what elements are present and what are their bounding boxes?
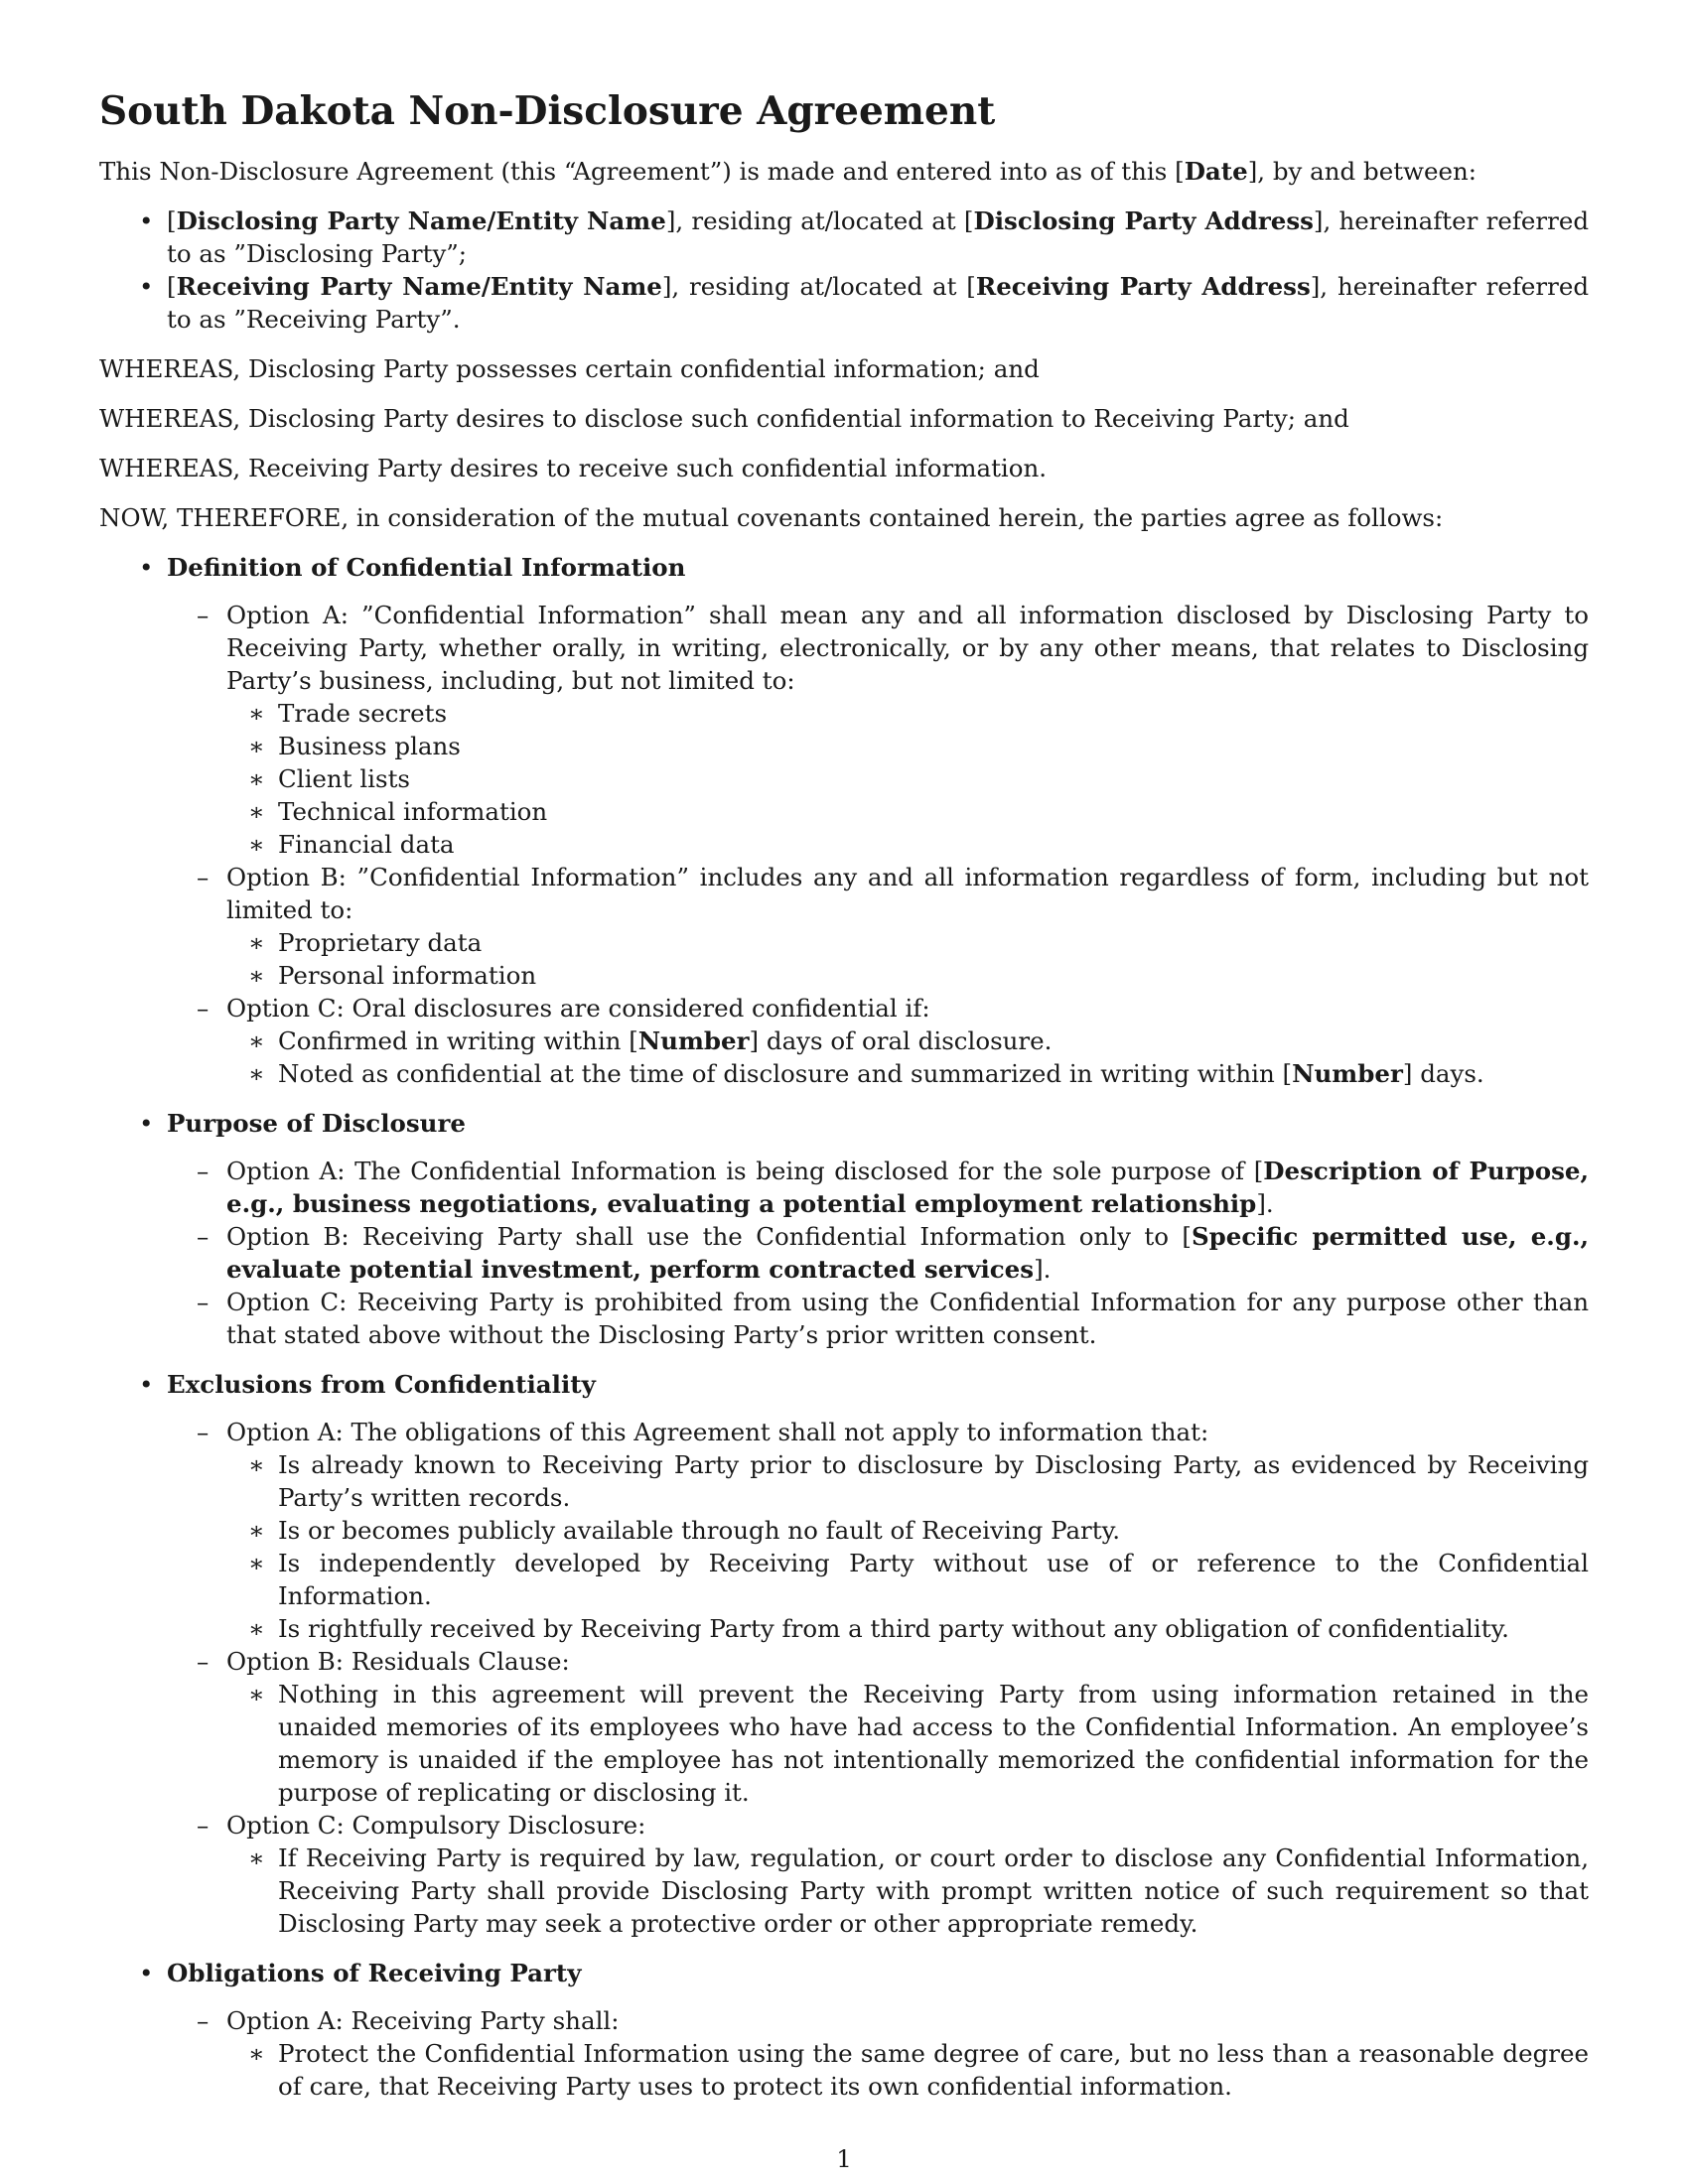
list-item: ∗ Is already known to Receiving Party prior to disclosure by Disclosing Party, as evidenced by Receiving Party’s written records. — [278, 1448, 1589, 1514]
list-item: ∗ Client lists — [278, 762, 1589, 795]
list-item: ∗ Proprietary data — [278, 926, 1589, 959]
option-b: – Option B: Residuals Clause: ∗ Nothing in this agreement will prevent the Receiving Party from using information retained in the unaided memories of its employees who have had access to the Confidential Information. An employee’s memory is unaided if the employee has not intentionally memorized the confidential information for the purpose of replicating or disclosing it. — [226, 1645, 1589, 1809]
list-item: ∗ Is independently developed by Receiving Party without use of or reference to the Confidential Information. — [278, 1547, 1589, 1612]
section-definition — [167, 551, 1589, 1090]
section-exclusions — [167, 1368, 1589, 1940]
section-title: • Purpose of Disclosure — [167, 1109, 466, 1138]
section-title: • Obligations of Receiving Party — [167, 1959, 582, 1987]
list-item: ∗ If Receiving Party is required by law, regulation, or court order to disclose any Confidential Information, Receiving Party shall provide Disclosing Party with prompt written notice of such requirement so that Disclosing Party may seek a protective order or other appropriate remedy. — [278, 1842, 1589, 1940]
option-c: – Option C: Receiving Party is prohibited from using the Confidential Information for any purpose other than that stated above without the Disclosing Party’s prior written consent. — [226, 1286, 1589, 1351]
document-page — [99, 87, 1589, 2119]
list-item: ∗ Is or becomes publicly available through no fault of Receiving Party. — [278, 1514, 1589, 1547]
date-placeholder: Date — [1184, 157, 1248, 186]
recital-now-therefore: NOW, THEREFORE, in consideration of the mutual covenants contained herein, the parties agree as follows: — [99, 503, 1444, 532]
list-item: ∗ Business plans — [278, 730, 1589, 762]
document-title: South Dakota Non-Disclosure Agreement — [99, 88, 996, 134]
option-a: – Option A: Receiving Party shall: ∗ Protect the Confidential Information using the same degree of care, but no less than a reasonable degree of care, that Receiving Party uses to protect its own confidential information. — [226, 2004, 1589, 2103]
option-b: – Option B: ”Confidential Information” includes any and all information regardless of form, including but not limited to: ∗ Proprietary data ∗ Personal information — [226, 861, 1589, 992]
recital-1: WHEREAS, Disclosing Party possesses certain confidential information; and — [99, 354, 1040, 383]
option-c: – Option C: Oral disclosures are considered confidential if: ∗ Confirmed in writing within [Number] days of oral disclosure. ∗ Noted as confidential at the time of disclosure and summarized in writing within [Number] days. — [226, 992, 1589, 1090]
recital-3: WHEREAS, Receiving Party desires to receive such confidential information. — [99, 454, 1048, 482]
section-obligations — [167, 1957, 1589, 2103]
party-disclosing: • [Disclosing Party Name/Entity Name], residing at/located at [Disclosing Party Address], hereinafter referred to as ”Disclosing Party”; — [167, 205, 1589, 270]
option-c: – Option C: Compulsory Disclosure: ∗ If Receiving Party is required by law, regulation, or court order to disclose any Confidential Information, Receiving Party shall provide Disclosing Party with prompt written notice of such requirement so that Disclosing Party may seek a protective order or other appropriate remedy. — [226, 1809, 1589, 1940]
section-title: • Definition of Confidential Information — [167, 553, 686, 582]
list-item: ∗ Personal information — [278, 959, 1589, 992]
section-title: • Exclusions from Confidentiality — [167, 1370, 596, 1399]
intro-paragraph: This Non-Disclosure Agreement (this “Agreement”) is made and entered into as of this [Date], by and between: — [99, 157, 1477, 186]
sections-list — [99, 551, 1589, 2103]
option-a: – Option A: ”Confidential Information” shall mean any and all information disclosed by Disclosing Party to Receiving Party, whether orally, in writing, electronically, or by any other means, that relates to Disclosing Party’s business, including, but not limited to: ∗ Trade secrets ∗ Business plans ∗ Client lists ∗ Technical information ∗ Financial data — [226, 599, 1589, 861]
list-item: ∗ Technical information — [278, 795, 1589, 828]
option-a: – Option A: The Confidential Information is being disclosed for the sole purpose of [Description of Purpose, e.g., business negotiations, evaluating a potential employment relationship]. — [226, 1155, 1589, 1220]
list-item: ∗ Financial data — [278, 828, 1589, 861]
section-purpose — [167, 1107, 1589, 1351]
page-number: 1 — [836, 2144, 852, 2173]
recital-2: WHEREAS, Disclosing Party desires to disclose such confidential information to Receiving Party; and — [99, 404, 1349, 433]
option-a: – Option A: The obligations of this Agreement shall not apply to information that: ∗ Is already known to Receiving Party prior to disclosure by Disclosing Party, as evidenced by Receiving Party’s written records. ∗ Is or becomes publicly available through no fault of Receiving Party. ∗ Is independently developed by Receiving Party without use of or reference to the Confidential Information. ∗ Is rightfully received by Receiving Party from a third party without any obligation of confidentiality. — [226, 1416, 1589, 1645]
list-item: ∗ Nothing in this agreement will prevent the Receiving Party from using information retained in the unaided memories of its employees who have had access to the Confidential Information. An employee’s memory is unaided if the employee has not intentionally memorized the confidential information for the purpose of replicating or disclosing it. — [278, 1678, 1589, 1809]
list-item: ∗ Confirmed in writing within [Number] days of oral disclosure. — [278, 1024, 1589, 1057]
list-item: ∗ Noted as confidential at the time of disclosure and summarized in writing within [Number] days. — [278, 1057, 1589, 1090]
list-item: ∗ Protect the Confidential Information using the same degree of care, but no less than a reasonable degree of care, that Receiving Party uses to protect its own confidential information. — [278, 2037, 1589, 2103]
party-receiving: • [Receiving Party Name/Entity Name], residing at/located at [Receiving Party Address], hereinafter referred to as ”Receiving Party”. — [167, 270, 1589, 336]
option-b: – Option B: Receiving Party shall use the Confidential Information only to [Specific permitted use, e.g., evaluate potential investment, perform contracted services]. — [226, 1220, 1589, 1286]
parties-list — [99, 205, 1589, 336]
list-item: ∗ Is rightfully received by Receiving Party from a third party without any obligation of confidentiality. — [278, 1612, 1589, 1645]
list-item: ∗ Trade secrets — [278, 697, 1589, 730]
